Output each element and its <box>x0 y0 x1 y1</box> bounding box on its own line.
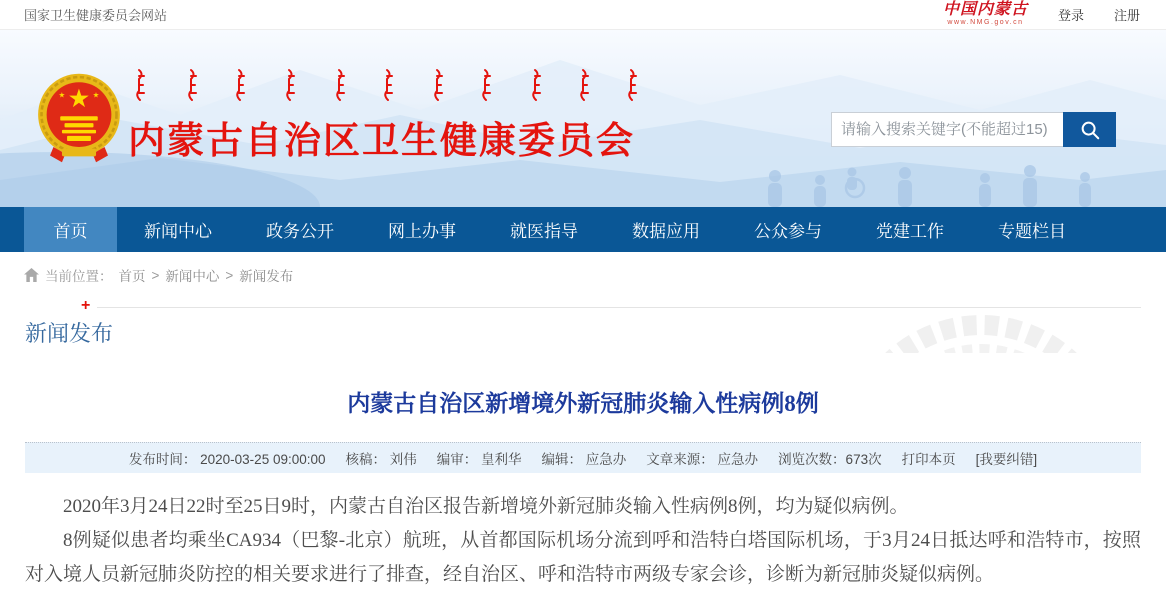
meta-editor: 编辑： 应急办 <box>541 452 627 467</box>
article-body <box>25 490 1141 591</box>
site-title: 内蒙古自治区卫生健康委员会 <box>128 120 635 161</box>
national-health-commission-link[interactable]: 国家卫生健康委员会网站 <box>24 8 168 23</box>
breadcrumb-separator: > <box>151 267 160 283</box>
print-page-link[interactable]: 打印本页 <box>901 452 956 467</box>
breadcrumb-separator: > <box>225 267 234 283</box>
meta-source: 文章来源： 应急办 <box>646 452 759 467</box>
nav-item-medical-guide[interactable]: 就医指导 <box>510 222 578 241</box>
china-neimenggu-logo-url: www.NMG.gov.cn <box>947 19 1024 27</box>
article-meta-bar <box>25 442 1141 473</box>
plus-mark-decoration: + <box>81 297 91 314</box>
mongolian-script-decoration <box>132 68 652 104</box>
search-button[interactable] <box>1063 112 1116 147</box>
meta-editor-in-charge: 编审： 皇利华 <box>436 452 522 467</box>
nav-item-home[interactable]: 首页 <box>24 207 117 252</box>
national-emblem-icon <box>36 72 122 164</box>
main-navigation <box>0 207 1166 252</box>
nav-item-government-affairs[interactable]: 政务公开 <box>266 222 334 241</box>
article <box>25 385 1141 591</box>
breadcrumb-news-release[interactable]: 新闻发布 <box>239 269 294 284</box>
nav-item-online-services[interactable]: 网上办事 <box>388 222 456 241</box>
article-title: 内蒙古自治区新增境外新冠肺炎输入性病例8例 <box>347 391 819 416</box>
section-divider <box>97 307 1141 308</box>
article-paragraph: 2020年3月24日22时至25日9时，内蒙古自治区报告新增境外新冠肺炎输入性病例8例，均为疑似病例。 <box>63 496 909 517</box>
breadcrumb-label: 当前位置： <box>45 269 113 284</box>
nav-item-public-participation[interactable]: 公众参与 <box>754 222 822 241</box>
site-header-banner <box>0 30 1166 207</box>
top-utility-bar <box>0 0 1166 30</box>
meta-view-count: 浏览次数：673次 <box>778 452 882 467</box>
svg-text:★: ★ <box>67 84 91 113</box>
home-icon <box>24 268 39 282</box>
login-link[interactable]: 登录 <box>1057 7 1084 23</box>
svg-text:★: ★ <box>92 90 100 100</box>
breadcrumb-news-center[interactable]: 新闻中心 <box>165 269 220 284</box>
search-icon <box>1079 119 1101 141</box>
topbar-right <box>943 2 1140 26</box>
meta-publish-time: 发布时间： 2020-03-25 09:00:00 <box>128 452 326 467</box>
article-paragraph: 8例疑似患者均乘坐CA934（巴黎-北京）航班，从首都国际机场分流到呼和浩特白塔国际机场，于3月24日抵达呼和浩特市，按照对入境人员新冠肺炎防控的相关要求进行了排查，经自治区、呼和浩特市两级专家会诊，诊断为新冠肺炎疑似病例。 <box>25 529 1141 585</box>
register-link[interactable]: 注册 <box>1113 7 1140 23</box>
search-bar <box>831 112 1116 147</box>
nav-item-data-application[interactable]: 数据应用 <box>632 222 700 241</box>
nav-item-special-topics[interactable]: 专题栏目 <box>998 222 1066 241</box>
search-input[interactable] <box>831 112 1063 147</box>
breadcrumb-home[interactable]: 首页 <box>118 269 146 284</box>
svg-text:★: ★ <box>58 90 66 100</box>
meander-watermark-decoration <box>831 295 1131 353</box>
error-correction-link[interactable]: [我要纠错] <box>975 452 1038 467</box>
china-neimenggu-logo-text: 中国内蒙古 <box>942 1 1028 19</box>
nav-item-party-building[interactable]: 党建工作 <box>876 222 944 241</box>
section-header <box>25 293 1141 353</box>
section-title-news-release: 新闻发布 <box>25 321 114 346</box>
nav-item-news-center[interactable]: 新闻中心 <box>144 222 212 241</box>
breadcrumb <box>0 252 1166 293</box>
china-neimenggu-logo[interactable] <box>943 2 1028 26</box>
meta-reviewer: 核稿： 刘伟 <box>345 452 417 467</box>
